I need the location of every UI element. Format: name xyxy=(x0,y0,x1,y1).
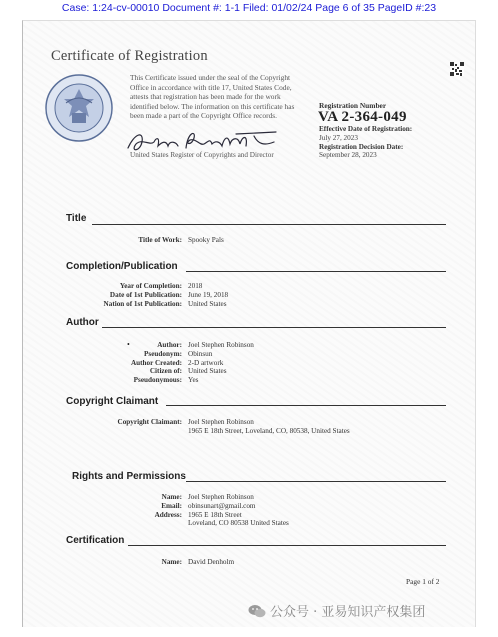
registration-dates xyxy=(319,125,412,160)
field-value: 2-D artwork xyxy=(188,358,224,367)
field-value: Loveland, CO 80538 United States xyxy=(188,519,289,528)
case-header: Case: 1:24-cv-00010 Document #: 1-1 Filed: 01/02/24 Page 6 of 35 PageID #:23 xyxy=(61,2,437,14)
effective-date: July 27, 2023 xyxy=(319,133,358,142)
certificate-intro-text: This Certificate issued under the seal of the Copyright Office in accordance with title 17, United States Code, attests that registration has been made for the work identified below. The information on this certificate has been made a part of the Copyright Office records. xyxy=(130,73,295,121)
field-label: Date of 1st Publication: xyxy=(109,290,182,299)
field-value: United States xyxy=(188,299,227,308)
field-value: obinsunart@gmail.com xyxy=(188,501,256,510)
field-row xyxy=(68,291,228,300)
field-row xyxy=(68,367,254,376)
field-row xyxy=(68,341,254,350)
section-rule xyxy=(166,405,446,406)
section-heading-rights: Rights and Permissions xyxy=(72,471,186,482)
field-label: Name: xyxy=(161,558,182,566)
effective-date-label: Effective Date of Registration: xyxy=(319,125,413,133)
field-label: Author Created: xyxy=(130,358,182,367)
field-value: Yes xyxy=(188,376,199,385)
field-label: Citizen of: xyxy=(149,367,182,376)
certificate-title: Certificate of Registration xyxy=(51,48,208,64)
registration-number: VA 2-364-049 xyxy=(318,109,407,125)
field-label: Author: xyxy=(157,341,182,349)
field-label: Name: xyxy=(161,493,182,501)
watermark-text: 公众号 · 亚易知识产权集团 xyxy=(270,605,426,620)
field-row xyxy=(68,236,224,245)
section-heading-certification: Certification xyxy=(66,535,125,546)
section-rule xyxy=(92,224,446,225)
certification-fields xyxy=(68,558,234,567)
wechat-icon xyxy=(248,604,266,618)
section-rule xyxy=(186,481,446,482)
section-heading-claimant: Copyright Claimant xyxy=(66,396,159,407)
field-row xyxy=(68,282,228,291)
completion-fields xyxy=(68,282,228,308)
field-label: Copyright Claimant: xyxy=(117,418,182,426)
author-bullet: • xyxy=(127,340,130,349)
field-label: Year of Completion: xyxy=(119,282,182,290)
field-row xyxy=(68,519,289,528)
section-heading-title: Title xyxy=(66,213,87,224)
field-label: Title of Work: xyxy=(138,236,182,244)
signature-caption: United States Register of Copyrights and Director xyxy=(130,151,274,159)
field-label: Pseudonym: xyxy=(144,349,182,358)
wechat-watermark xyxy=(248,601,425,620)
field-value: Spooky Pals xyxy=(188,236,224,244)
qr-code-icon xyxy=(450,62,464,76)
field-value: Joel Stephen Robinson xyxy=(188,493,254,501)
field-row xyxy=(68,511,289,520)
section-rule xyxy=(128,545,446,546)
field-value: Joel Stephen Robinson xyxy=(188,341,254,349)
field-label: Address: xyxy=(154,510,182,519)
registration-number-label: Registration Number xyxy=(319,101,387,110)
title-fields xyxy=(68,236,224,245)
field-value: 1965 E 18th Street xyxy=(188,510,242,519)
copyright-office-seal-icon xyxy=(44,73,114,143)
field-value: David Denholm xyxy=(188,558,235,566)
field-row xyxy=(68,493,289,502)
field-value: United States xyxy=(188,367,227,376)
section-rule xyxy=(102,327,446,328)
field-row xyxy=(68,376,254,385)
rights-fields xyxy=(68,493,289,528)
field-row xyxy=(68,350,254,359)
field-label: Pseudonymous: xyxy=(133,376,182,385)
field-row xyxy=(68,502,289,511)
field-row xyxy=(68,418,350,427)
section-heading-author: Author xyxy=(66,317,99,328)
section-heading-completion: Completion/Publication xyxy=(66,261,178,272)
field-label: Nation of 1st Publication: xyxy=(103,299,182,308)
author-fields xyxy=(68,341,254,385)
section-rule xyxy=(186,271,446,272)
field-value: June 19, 2018 xyxy=(188,290,229,299)
claimant-fields xyxy=(68,418,350,436)
field-label xyxy=(68,427,188,436)
field-row xyxy=(68,359,254,368)
field-value: Obinsun xyxy=(188,349,213,358)
page-number: Page 1 of 2 xyxy=(406,577,440,586)
field-row xyxy=(68,427,350,436)
decision-date: September 28, 2023 xyxy=(319,151,377,160)
field-value: Joel Stephen Robinson xyxy=(188,418,254,426)
field-label: Email: xyxy=(161,501,182,510)
field-value: 2018 xyxy=(188,282,203,290)
field-row xyxy=(68,300,228,309)
field-value: 1965 E 18th Street, Loveland, CO, 80538, United States xyxy=(188,426,350,435)
field-row xyxy=(68,558,234,567)
field-label xyxy=(68,519,188,528)
decision-date-label: Registration Decision Date: xyxy=(319,142,404,151)
